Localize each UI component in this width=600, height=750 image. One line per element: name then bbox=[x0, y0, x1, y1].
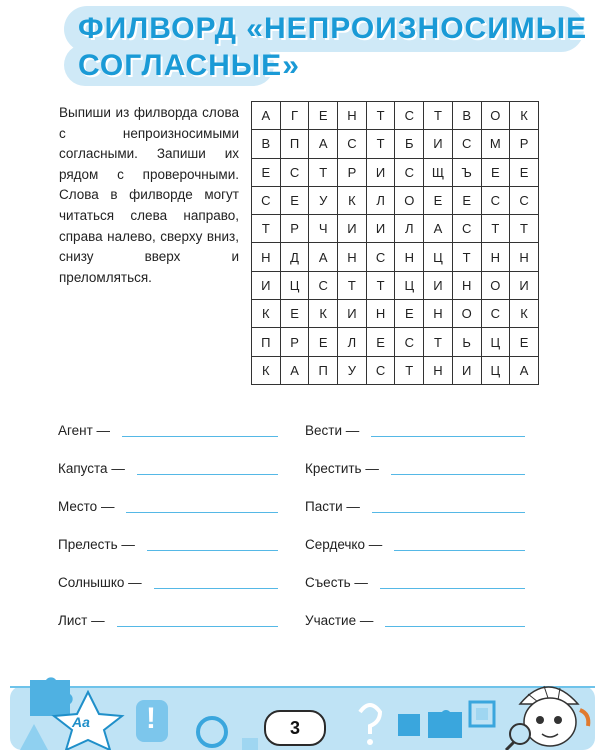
grid-cell: С bbox=[280, 158, 309, 186]
word-label: Лист — bbox=[58, 613, 105, 628]
word-label: Солнышко — bbox=[58, 575, 142, 590]
grid-cell: М bbox=[481, 130, 510, 158]
grid-cell: Г bbox=[280, 102, 309, 130]
grid-cell: И bbox=[252, 271, 281, 299]
grid-cell: Е bbox=[280, 300, 309, 328]
grid-cell: С bbox=[452, 215, 481, 243]
grid-cell: П bbox=[252, 328, 281, 356]
block-icon bbox=[398, 714, 420, 736]
grid-cell: Е bbox=[510, 328, 539, 356]
grid-cell: У bbox=[338, 356, 367, 384]
eye-left bbox=[536, 716, 544, 724]
grid-cell: Т bbox=[366, 271, 395, 299]
grid-cell: И bbox=[338, 215, 367, 243]
answer-line[interactable] bbox=[147, 550, 278, 551]
grid-cell: Е bbox=[481, 158, 510, 186]
grid-row bbox=[252, 243, 539, 271]
word-label: Место — bbox=[58, 499, 115, 514]
grid-cell: А bbox=[309, 130, 338, 158]
grid-cell: Т bbox=[309, 158, 338, 186]
grid-cell: Ц bbox=[481, 356, 510, 384]
grid-row bbox=[252, 102, 539, 130]
word-label: Капуста — bbox=[58, 461, 125, 476]
question-dot bbox=[367, 739, 373, 745]
grid-row bbox=[252, 186, 539, 214]
grid-row bbox=[252, 271, 539, 299]
grid-cell: Ъ bbox=[452, 158, 481, 186]
grid-cell: О bbox=[395, 186, 424, 214]
answer-line[interactable] bbox=[372, 512, 525, 513]
word-label: Участие — bbox=[305, 613, 374, 628]
grid-cell: А bbox=[252, 102, 281, 130]
frame-inner-icon bbox=[476, 708, 488, 720]
grid-cell: О bbox=[481, 102, 510, 130]
grid-cell: С bbox=[481, 300, 510, 328]
grid-cell: Т bbox=[510, 215, 539, 243]
grid-cell: Т bbox=[452, 243, 481, 271]
task-instructions: Выпиши из филворда слова с непроизносимыми согласными. Запиши их рядом с проверочными. Слова в филворде могут читаться слева направо, справа налево, сверху вниз, снизу вверх и преломляться. bbox=[59, 105, 239, 285]
grid-cell: О bbox=[452, 300, 481, 328]
grid-cell: П bbox=[280, 130, 309, 158]
grid-cell: С bbox=[252, 186, 281, 214]
detective-kid-illustration bbox=[500, 674, 596, 750]
grid-cell: Е bbox=[366, 328, 395, 356]
grid-cell: А bbox=[309, 243, 338, 271]
answer-line[interactable] bbox=[385, 626, 525, 627]
answer-line[interactable] bbox=[117, 626, 278, 627]
grid-cell: О bbox=[481, 271, 510, 299]
grid-cell: Б bbox=[395, 130, 424, 158]
grid-cell: А bbox=[510, 356, 539, 384]
grid-cell: С bbox=[395, 102, 424, 130]
grid-cell: В bbox=[252, 130, 281, 158]
grid-row bbox=[252, 215, 539, 243]
answer-line[interactable] bbox=[380, 588, 525, 589]
grid-cell: К bbox=[309, 300, 338, 328]
grid-cell: С bbox=[510, 186, 539, 214]
grid-row bbox=[252, 356, 539, 384]
word-label: Пасти — bbox=[305, 499, 360, 514]
grid-cell: С bbox=[395, 158, 424, 186]
grid-cell: К bbox=[510, 300, 539, 328]
square-icon bbox=[242, 738, 258, 750]
grid-cell: Т bbox=[338, 271, 367, 299]
grid-cell: К bbox=[252, 356, 281, 384]
grid-cell: Н bbox=[452, 271, 481, 299]
word-label: Съесть — bbox=[305, 575, 368, 590]
grid-cell: Н bbox=[338, 102, 367, 130]
grid-cell: Е bbox=[395, 300, 424, 328]
grid-cell: Н bbox=[424, 300, 453, 328]
grid-cell: Ц bbox=[481, 328, 510, 356]
grid-cell: Ц bbox=[424, 243, 453, 271]
grid-cell: И bbox=[424, 130, 453, 158]
hair-icon bbox=[580, 710, 588, 726]
magnifier-handle bbox=[506, 742, 514, 750]
grid-cell: А bbox=[280, 356, 309, 384]
grid-row bbox=[252, 328, 539, 356]
grid-cell: Т bbox=[252, 215, 281, 243]
grid-cell: Е bbox=[309, 102, 338, 130]
grid-cell: И bbox=[338, 300, 367, 328]
answer-line[interactable] bbox=[391, 474, 525, 475]
grid-cell: И bbox=[510, 271, 539, 299]
grid-cell: С bbox=[309, 271, 338, 299]
grid-cell: В bbox=[452, 102, 481, 130]
grid-row bbox=[252, 300, 539, 328]
word-search-grid bbox=[251, 101, 539, 385]
aa-label: Aa bbox=[72, 714, 90, 730]
grid-cell: Р bbox=[280, 328, 309, 356]
puzzle-icon bbox=[30, 677, 73, 716]
grid-cell: Л bbox=[366, 186, 395, 214]
word-label: Агент — bbox=[58, 423, 111, 438]
grid-cell: Е bbox=[280, 186, 309, 214]
grid-cell: Р bbox=[280, 215, 309, 243]
answer-line[interactable] bbox=[122, 436, 278, 437]
grid-cell: Н bbox=[481, 243, 510, 271]
grid-cell: Т bbox=[395, 356, 424, 384]
grid-cell: С bbox=[366, 243, 395, 271]
grid-cell: Ц bbox=[280, 271, 309, 299]
grid-cell: Е bbox=[424, 186, 453, 214]
grid-cell: Л bbox=[395, 215, 424, 243]
grid-row bbox=[252, 158, 539, 186]
grid-cell: С bbox=[395, 328, 424, 356]
grid-cell: Н bbox=[366, 300, 395, 328]
grid-cell: К bbox=[510, 102, 539, 130]
word-label: Крестить — bbox=[305, 461, 379, 476]
page-title-line-2: СОГЛАСНЫЕ» bbox=[78, 49, 300, 82]
grid-cell: Д bbox=[280, 243, 309, 271]
grid-cell: Ц bbox=[395, 271, 424, 299]
grid-cell: Р bbox=[338, 158, 367, 186]
grid-cell: Ч bbox=[309, 215, 338, 243]
page-title-line-1: ФИЛВОРД «НЕПРОИЗНОСИМЫЕ bbox=[78, 12, 588, 45]
puzzle-right-icon bbox=[428, 710, 462, 738]
grid-cell: П bbox=[309, 356, 338, 384]
exclamation-label: ! bbox=[146, 702, 156, 735]
grid-cell: К bbox=[252, 300, 281, 328]
answer-line[interactable] bbox=[394, 550, 525, 551]
word-label: Сердечко — bbox=[305, 537, 383, 552]
page-number: 3 bbox=[264, 710, 326, 746]
eye-right bbox=[554, 716, 562, 724]
grid-cell: Е bbox=[252, 158, 281, 186]
grid-cell: Щ bbox=[424, 158, 453, 186]
grid-cell: Т bbox=[366, 130, 395, 158]
grid-cell: Н bbox=[338, 243, 367, 271]
grid-cell: У bbox=[309, 186, 338, 214]
grid-cell: И bbox=[452, 356, 481, 384]
grid-cell: С bbox=[452, 130, 481, 158]
grid-cell: Т bbox=[424, 102, 453, 130]
grid-cell: Е bbox=[510, 158, 539, 186]
grid-cell: Л bbox=[338, 328, 367, 356]
word-label: Вести — bbox=[305, 423, 360, 438]
grid-cell: Р bbox=[510, 130, 539, 158]
answer-line[interactable] bbox=[371, 436, 525, 437]
grid-cell: С bbox=[481, 186, 510, 214]
title-banner bbox=[0, 0, 600, 95]
answer-line[interactable] bbox=[154, 588, 278, 589]
footer-decoration bbox=[0, 662, 600, 750]
grid-cell: Т bbox=[424, 328, 453, 356]
grid-row bbox=[252, 130, 539, 158]
grid-cell: Т bbox=[366, 102, 395, 130]
grid-cell: С bbox=[338, 130, 367, 158]
grid-cell: А bbox=[424, 215, 453, 243]
answer-line[interactable] bbox=[126, 512, 278, 513]
grid-cell: Н bbox=[252, 243, 281, 271]
grid-cell: Е bbox=[309, 328, 338, 356]
grid-cell: К bbox=[338, 186, 367, 214]
grid-cell: С bbox=[366, 356, 395, 384]
grid-cell: Н bbox=[424, 356, 453, 384]
grid-cell: Т bbox=[481, 215, 510, 243]
grid-cell: Н bbox=[510, 243, 539, 271]
grid-cell: Н bbox=[395, 243, 424, 271]
grid-cell: Е bbox=[452, 186, 481, 214]
grid-cell: И bbox=[366, 215, 395, 243]
answer-line[interactable] bbox=[137, 474, 278, 475]
word-label: Прелесть — bbox=[58, 537, 135, 552]
grid-cell: И bbox=[424, 271, 453, 299]
grid-cell: И bbox=[366, 158, 395, 186]
face-icon bbox=[524, 698, 576, 746]
grid-cell: Ь bbox=[452, 328, 481, 356]
